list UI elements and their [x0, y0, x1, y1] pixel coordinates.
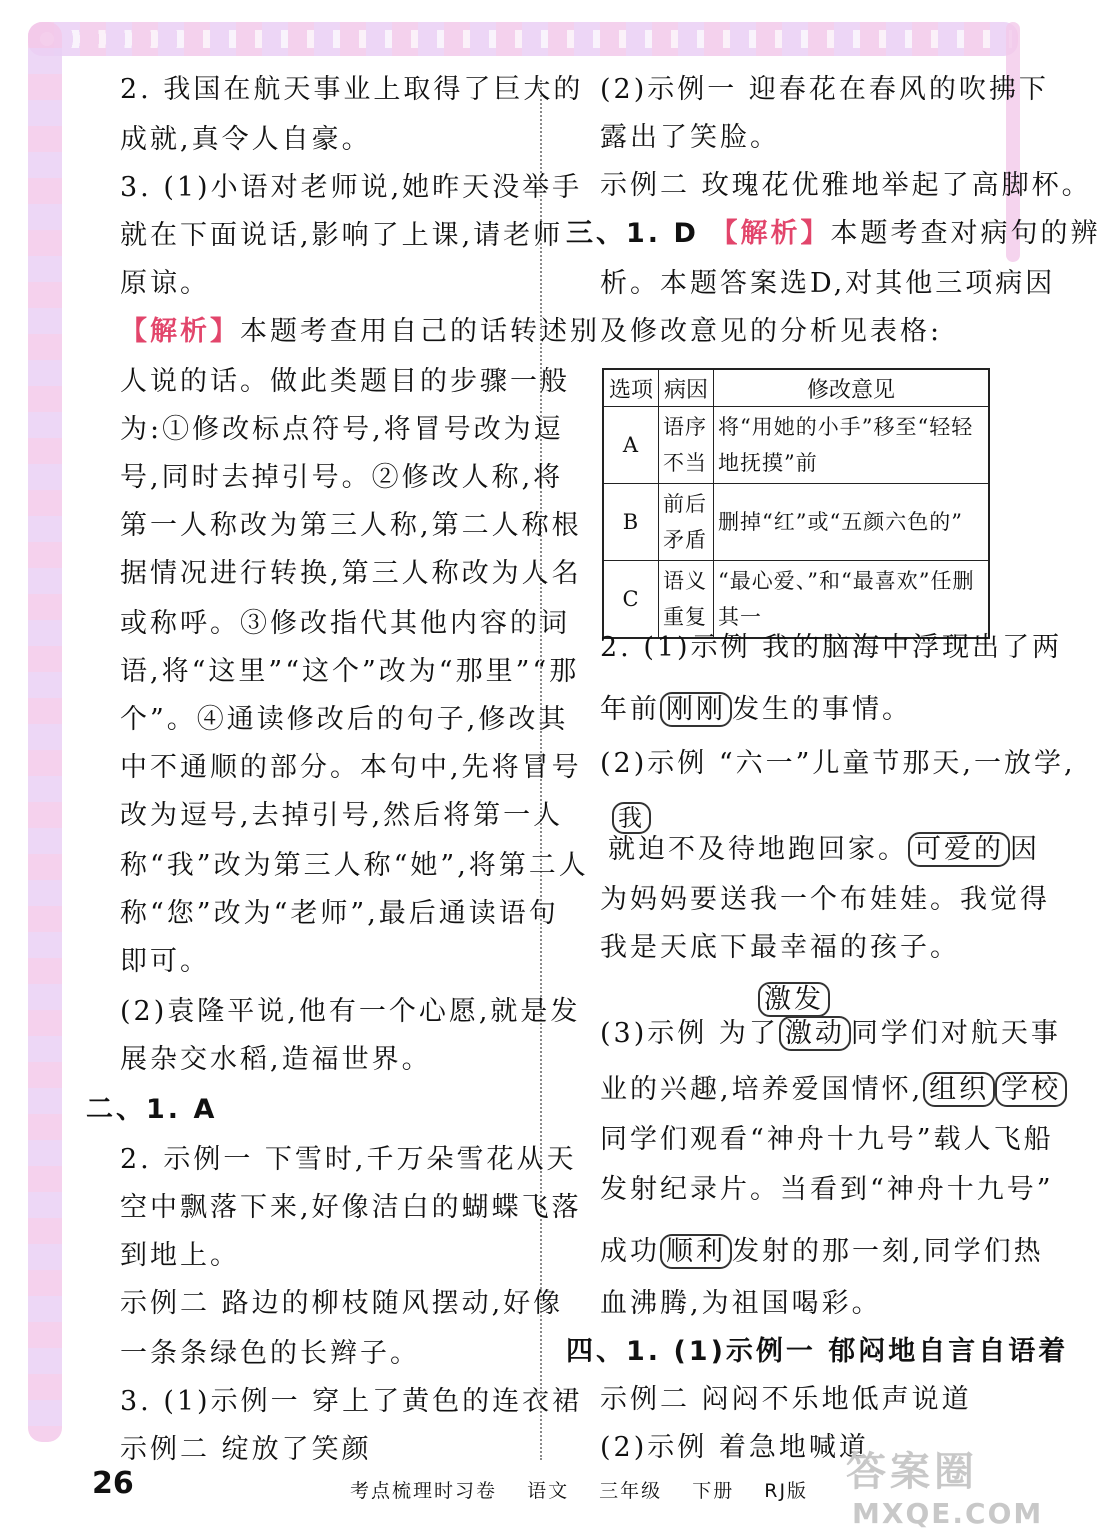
- table-cell-cause: 前后矛盾: [659, 484, 714, 561]
- right-text: 布娃娃。我觉得: [840, 884, 1050, 915]
- left-line: 为:①修改标点符号,将冒号改为逗: [120, 414, 564, 445]
- watermark-logo: [846, 1440, 1044, 1530]
- inserted-word-mark: 学校: [995, 1072, 1067, 1107]
- right-text: 就迫不及待地跑回家。: [608, 834, 908, 865]
- inserted-word-mark: 组织: [923, 1072, 995, 1107]
- right-line: [600, 1070, 1067, 1110]
- table-cell-cause: 语义重复: [659, 561, 714, 639]
- left-line: 号,同时去掉引号。②修改人称,将: [120, 462, 564, 493]
- table-cell-fix: 将“用她的小手”移至“轻轻地抚摸”前: [714, 407, 990, 484]
- table-cell-cause: 语序不当: [659, 407, 714, 484]
- right-line: 示例二 闷闷不乐地低声说道: [600, 1384, 972, 1415]
- left-line: 展杂交水稻,造福世界。: [120, 1044, 432, 1075]
- left-line: 空中飘落下来,好像洁白的蝴蝶飞落: [120, 1192, 582, 1223]
- footer-term: 下册: [692, 1480, 735, 1502]
- right-text: 同学们对航天事: [850, 1018, 1061, 1049]
- page-number: 26: [92, 1466, 134, 1501]
- left-line: 3. (1)示例一 穿上了黄色的连衣裙: [120, 1386, 583, 1417]
- table-row: [603, 407, 989, 484]
- left-line: 据情况进行转换,第三人称改为人名: [120, 558, 582, 589]
- table-cell-option: A: [603, 407, 659, 484]
- right-text: 发射的那一刻,同学们热: [732, 1236, 1044, 1267]
- right-line: [600, 690, 912, 730]
- right-line: [600, 1232, 1044, 1272]
- left-line: 示例二 绽放了笑颜: [120, 1434, 372, 1465]
- right-line: [600, 1014, 1061, 1054]
- right-line: [566, 214, 1100, 254]
- footer-book: 考点梳理时习卷: [350, 1480, 498, 1502]
- left-line: 3. (1)小语对老师说,她昨天没举手: [120, 172, 583, 203]
- table-header: 病因: [659, 369, 714, 407]
- right-line: 我是天底下最幸福的孩子。: [600, 932, 960, 963]
- left-line: 或称呼。③修改指代其他内容的词: [120, 608, 570, 639]
- right-line: (2)示例一 迎春花在春风的吹拂下: [600, 74, 1049, 105]
- left-line: 称“您”改为“老师”,最后通读语句: [120, 898, 559, 929]
- table-header: 选项: [603, 369, 659, 407]
- left-text: 本题考查用自己的话转述别: [240, 316, 600, 347]
- right-text: 成功: [600, 1236, 660, 1267]
- left-line: 称“我”改为第三人称“她”,将第二人: [120, 850, 589, 881]
- inserted-phrase-mark: 可爱的: [908, 832, 1010, 867]
- footer-grade: 三年级: [599, 1480, 663, 1502]
- left-line: [120, 312, 600, 352]
- table-row: [603, 561, 989, 639]
- left-line: 个”。④通读修改后的句子,修改其: [120, 704, 569, 735]
- left-line: 中不通顺的部分。本句中,先将冒号: [120, 752, 582, 783]
- decorative-border-left: [28, 22, 62, 1442]
- table-header-row: [603, 369, 989, 407]
- right-line: 发射纪录片。当看到“神舟十九号”: [600, 1174, 1054, 1205]
- left-line: 成就,真令人自豪。: [120, 124, 372, 155]
- left-line: 到地上。: [120, 1240, 240, 1271]
- right-line: 露出了笑脸。: [600, 122, 780, 153]
- table-cell-option: C: [603, 561, 659, 639]
- analysis-tag: 【解析】: [710, 218, 831, 249]
- right-text: 为妈妈要送我一个: [600, 884, 840, 915]
- left-line: 人说的话。做此类题目的步骤一般: [120, 366, 570, 397]
- left-line: (2)袁隆平说,他有一个心愿,就是发: [120, 996, 581, 1027]
- insert-word: 我: [612, 802, 651, 834]
- decorative-border-top: [28, 22, 1018, 56]
- right-line: [608, 830, 1040, 870]
- footer-subject: 语文: [527, 1480, 570, 1502]
- right-line: (2)示例 “六一”儿童节那天,一放学,: [600, 748, 1076, 779]
- left-line: 第一人称改为第三人称,第二人称根: [120, 510, 582, 541]
- replacement-word: 激发: [758, 982, 830, 1017]
- analysis-tag: 【解析】: [120, 316, 240, 347]
- deletion-mark: 刚刚: [660, 692, 732, 727]
- replaced-word-mark: 激动: [779, 1016, 851, 1051]
- table-cell-option: B: [603, 484, 659, 561]
- section-three-answer: 三、1. D: [566, 218, 699, 249]
- table-cell-fix: 删掉“红”或“五颜六色的”: [714, 484, 990, 561]
- right-text: 因: [1010, 834, 1040, 865]
- left-line: 就在下面说话,影响了上课,请老师: [120, 220, 564, 251]
- right-line: 2. (1)示例 我的脑海中浮现出了两: [600, 632, 1063, 663]
- section-two-answer: 二、1. A: [86, 1094, 218, 1125]
- table-row: [603, 484, 989, 561]
- left-line: 原谅。: [120, 268, 210, 299]
- right-line: 同学们观看“神舟十九号”载人飞船: [600, 1124, 1054, 1155]
- footer-edition: RJ版: [764, 1480, 809, 1502]
- right-text: 发生的事情。: [732, 694, 912, 725]
- right-text: (3)示例 为了: [600, 1018, 779, 1049]
- right-text: 年前: [600, 694, 660, 725]
- left-line: 示例二 路边的柳枝随风摆动,好像: [120, 1288, 564, 1319]
- left-line: 2. 示例一 下雪时,千万朵雪花从天: [120, 1144, 577, 1175]
- error-analysis-table: [602, 368, 990, 639]
- left-line: 2. 我国在航天事业上取得了巨大的: [120, 74, 584, 105]
- left-line: 语,将“这里”“这个”改为“那里”“那: [120, 656, 580, 687]
- left-line: 一条条绿色的长辫子。: [120, 1338, 420, 1369]
- right-text: 本题考查对病句的辨: [830, 218, 1100, 249]
- right-line: 血沸腾,为祖国喝彩。: [600, 1288, 882, 1319]
- watermark-line2: MXQE.COM: [852, 1497, 1044, 1530]
- section-four-answer: 四、1. (1)示例一 郁闷地自言自语着: [566, 1336, 1069, 1367]
- right-line: (2)示例 着急地喊道: [600, 1432, 869, 1463]
- right-line: 示例二 玫瑰花优雅地举起了高脚杯。: [600, 170, 1092, 201]
- right-line: [600, 880, 1050, 920]
- right-line: 析。本题答案选D,对其他三项病因: [600, 268, 1056, 299]
- table-header: 修改意见: [714, 369, 990, 407]
- table-cell-fix: “最心爱、”和“最喜欢”任删其一: [714, 561, 990, 639]
- left-line: 改为逗号,去掉引号,然后将第一人: [120, 800, 564, 831]
- deletion-mark: 顺利: [660, 1234, 732, 1269]
- left-line: 即可。: [120, 946, 210, 977]
- right-text: 业的兴趣,培养爱国情怀,: [600, 1074, 924, 1105]
- watermark-line1: 答案圈: [846, 1449, 978, 1495]
- footer-info: [350, 1476, 830, 1503]
- right-line: 及修改意见的分析见表格:: [600, 316, 943, 347]
